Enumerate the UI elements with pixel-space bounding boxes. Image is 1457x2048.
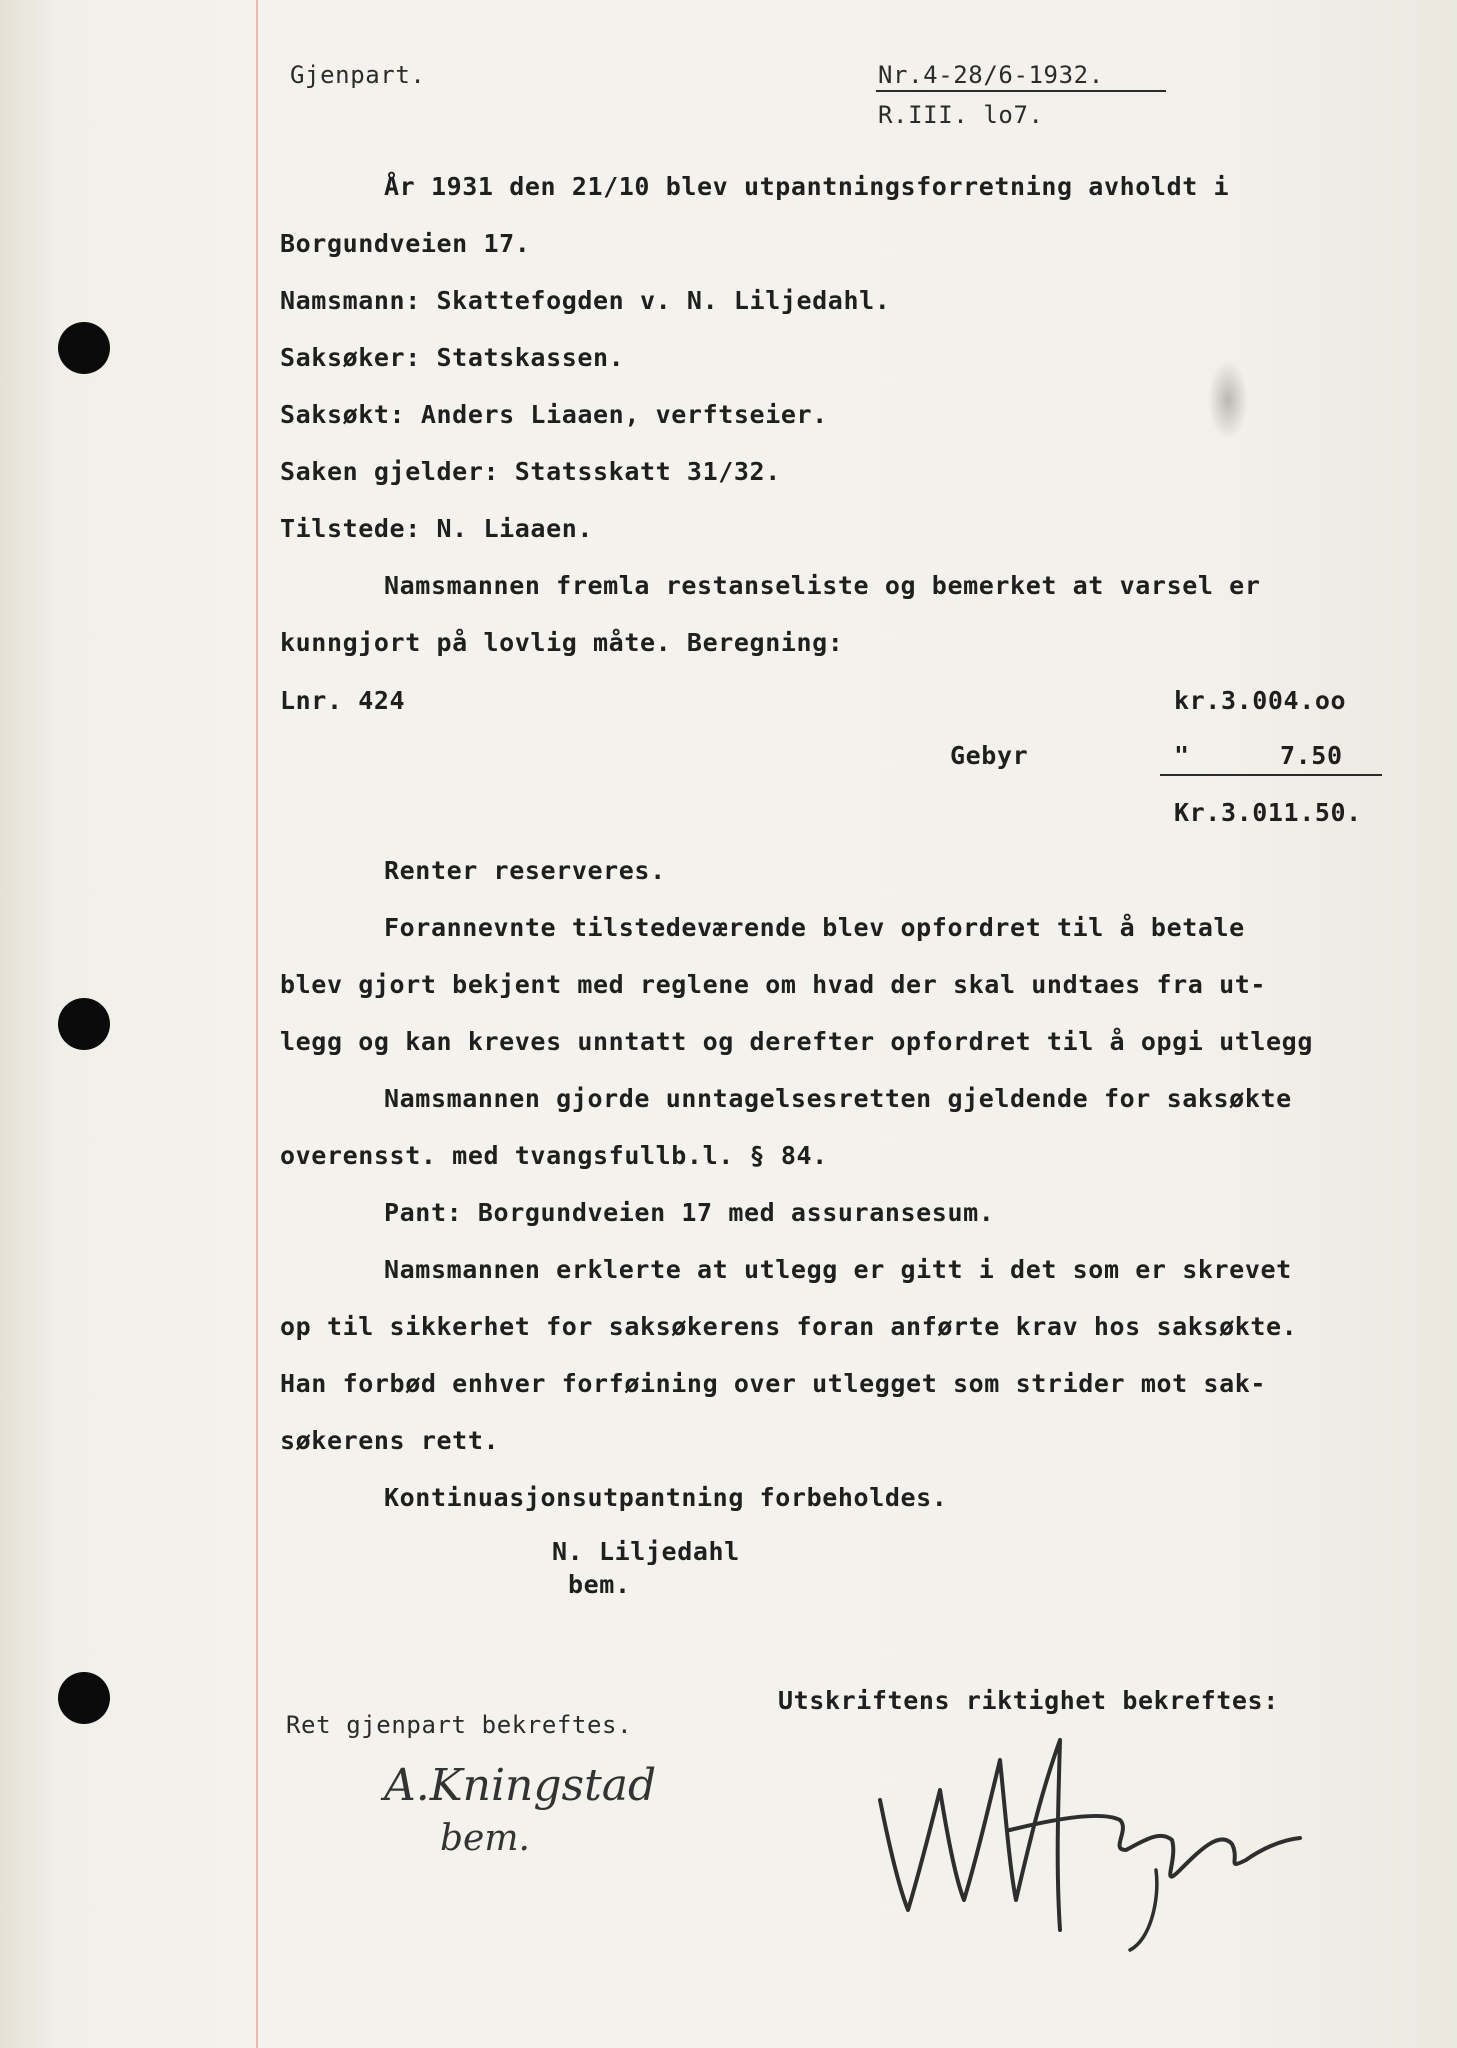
body-line: Namsmannen fremla restanseliste og bemerket at varsel er — [384, 571, 1261, 600]
copy-confirmation: Ret gjenpart bekreftes. — [286, 1711, 633, 1739]
body-line: blev gjort bekjent med reglene om hvad der skal undtaes fra ut- — [280, 970, 1267, 999]
copy-label: Gjenpart. — [290, 61, 426, 89]
calc-lnr-label: Lnr. 424 — [280, 686, 406, 715]
calc-total: Kr.3.011.50. — [1174, 798, 1362, 827]
margin-line — [256, 0, 258, 2048]
body-line: legg og kan kreves unntatt og derefter opfordret til å opgi utlegg — [280, 1027, 1313, 1056]
body-line: År 1931 den 21/10 blev utpantningsforretning avholdt i — [384, 172, 1230, 201]
body-line: Saken gjelder: Statsskatt 31/32. — [280, 457, 781, 486]
calc-lnr-amount: kr.3.004.oo — [1174, 686, 1347, 715]
body-line: Pant: Borgundveien 17 med assuransesum. — [384, 1198, 995, 1227]
body-line: overensst. med tvangsfullb.l. § 84. — [280, 1141, 828, 1170]
signatory-name: N. Liljedahl — [552, 1537, 740, 1566]
calc-fee-amount: 7.50 — [1280, 741, 1343, 770]
body-line: Namsmannen gjorde unntagelsesretten gjeldende for saksøkte — [384, 1084, 1292, 1113]
body-line: kunngjort på lovlig måte. Beregning: — [280, 628, 844, 657]
body-line: Forannevnte tilstedeværende blev opfordret til å betale — [384, 913, 1245, 942]
body-line: Saksøkt: Anders Liaaen, verftseier. — [280, 400, 828, 429]
punch-hole — [58, 998, 110, 1050]
punch-hole — [58, 322, 110, 374]
handwritten-signature-left-title: bem. — [440, 1818, 530, 1859]
handwritten-signature-right — [860, 1720, 1330, 1960]
ink-smudge — [1208, 360, 1248, 440]
body-line: Borgundveien 17. — [280, 229, 531, 258]
case-number: Nr.4-28/6-1932. — [878, 61, 1104, 89]
body-line: Namsmannen erklerte at utlegg er gitt i det som er skrevet — [384, 1255, 1292, 1284]
body-line: Tilstede: N. Liaaen. — [280, 514, 594, 543]
case-number-underline — [876, 90, 1166, 92]
body-line: Renter reserveres. — [384, 856, 666, 885]
transcript-confirmation: Utskriftens riktighet bekreftes: — [778, 1686, 1279, 1715]
signatory-title: bem. — [568, 1570, 631, 1599]
body-line: Saksøker: Statskassen. — [280, 343, 625, 372]
body-line: søkerens rett. — [280, 1426, 500, 1455]
handwritten-signature-left: A.Kningstad — [384, 1760, 657, 1811]
body-line: Kontinuasjonsutpantning forbeholdes. — [384, 1483, 948, 1512]
calc-fee-ditto: " — [1174, 741, 1190, 770]
punch-hole — [58, 1672, 110, 1724]
calc-fee-label: Gebyr — [950, 741, 1029, 770]
register-reference: R.III. lo7. — [878, 101, 1044, 129]
body-line: Han forbød enhver forføining over utlegget som strider mot sak- — [280, 1369, 1267, 1398]
body-line: Namsmann: Skattefogden v. N. Liljedahl. — [280, 286, 891, 315]
body-line: op til sikkerhet for saksøkerens foran anførte krav hos saksøkte. — [280, 1312, 1298, 1341]
sum-underline — [1160, 774, 1382, 776]
